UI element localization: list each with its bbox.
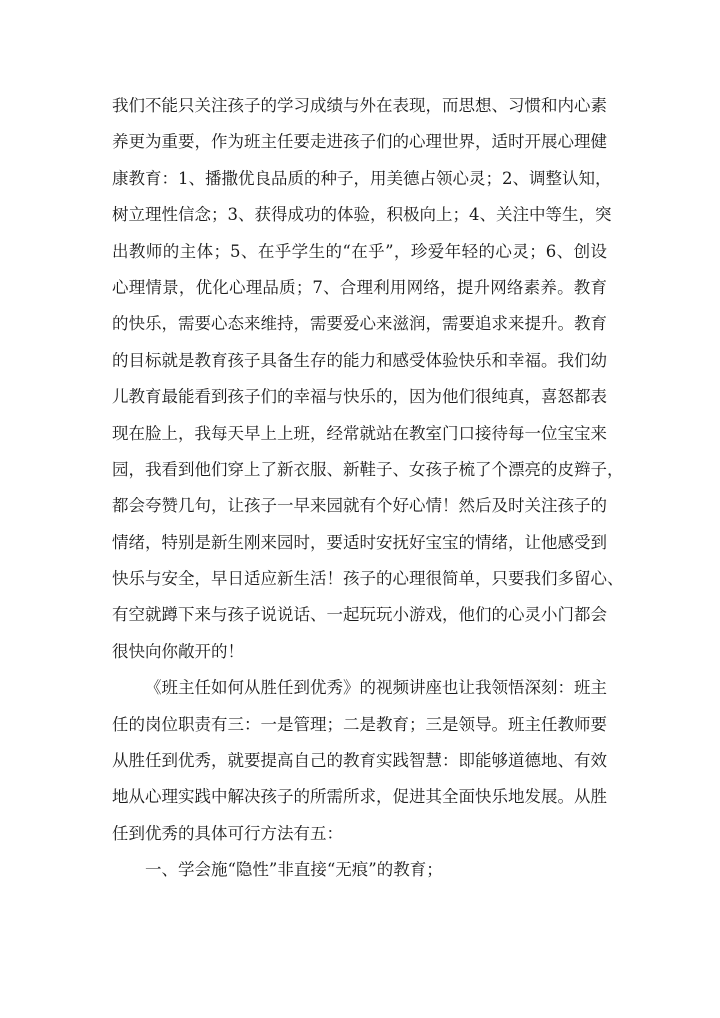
text-line: 一、学会施“隐性”非直接“无痕”的教育；	[145, 860, 443, 880]
text-line: 地从心理实践中解决孩子的所需所求，促进其全面快乐地发展。从胜	[112, 787, 607, 807]
text-line: 出教师的主体；5、在乎学生的“在乎”，珍爱年轻的心灵；6、创设	[112, 241, 607, 261]
paragraph-child-mental-health	[112, 88, 624, 670]
text-line: 从胜任到优秀，就要提高自己的教育实践智慧：即能够道德地、有效	[112, 751, 607, 771]
text-line: 康教育：1、播撒优良品质的种子，用美德占领心灵；2、调整认知，	[112, 168, 612, 188]
text-line: 我们不能只关注孩子的学习成绩与外在表现，而思想、习惯和内心素	[112, 96, 607, 115]
document-body	[112, 88, 624, 889]
text-line: 树立理性信念；3、获得成功的体验，积极向上；4、关注中等生，突	[112, 205, 612, 225]
text-line: 的目标就是教育孩子具备生存的能力和感受体验快乐和幸福。我们幼	[112, 350, 607, 370]
text-line: 任的岗位职责有三：一是管理；二是教育；三是领导。班主任教师要	[112, 714, 607, 734]
text-line: 很快向你敞开的！	[112, 641, 244, 661]
text-line: 心理情景，优化心理品质；7、合理利用网络，提升网络素养。教育	[112, 277, 607, 297]
paragraph-lecture-reflection	[112, 670, 607, 852]
text-line: 现在脸上，我每天早上上班，经常就站在教室门口接待每一位宝宝来	[112, 423, 607, 443]
text-line: 儿教育最能看到孩子们的幸福与快乐的，因为他们很纯真，喜怒都表	[112, 387, 607, 407]
text-line: 快乐与安全，早日适应新生活！孩子的心理很简单，只要我们多留心、	[112, 569, 624, 589]
text-line: 的快乐，需要心态来维持，需要爱心来滋润，需要追求来提升。教育	[112, 314, 607, 334]
text-line: 情绪，特别是新生刚来园时，要适时安抚好宝宝的情绪，让他感受到	[112, 532, 607, 552]
text-line: 园，我看到他们穿上了新衣服、新鞋子、女孩子梳了个漂亮的皮辫子，	[112, 459, 624, 479]
text-line: 都会夸赞几句，让孩子一早来园就有个好心情！然后及时关注孩子的	[112, 496, 607, 516]
text-line: 《班主任如何从胜任到优秀》的视频讲座也让我领悟深刻：班主	[145, 678, 607, 698]
paragraph-method-one	[112, 852, 607, 888]
text-line: 任到优秀的具体可行方法有五：	[112, 823, 343, 843]
text-line: 有空就蹲下来与孩子说说话、一起玩玩小游戏，他们的心灵小门都会	[112, 605, 607, 625]
text-line: 养更为重要，作为班主任要走进孩子们的心理世界，适时开展心理健	[112, 132, 607, 152]
